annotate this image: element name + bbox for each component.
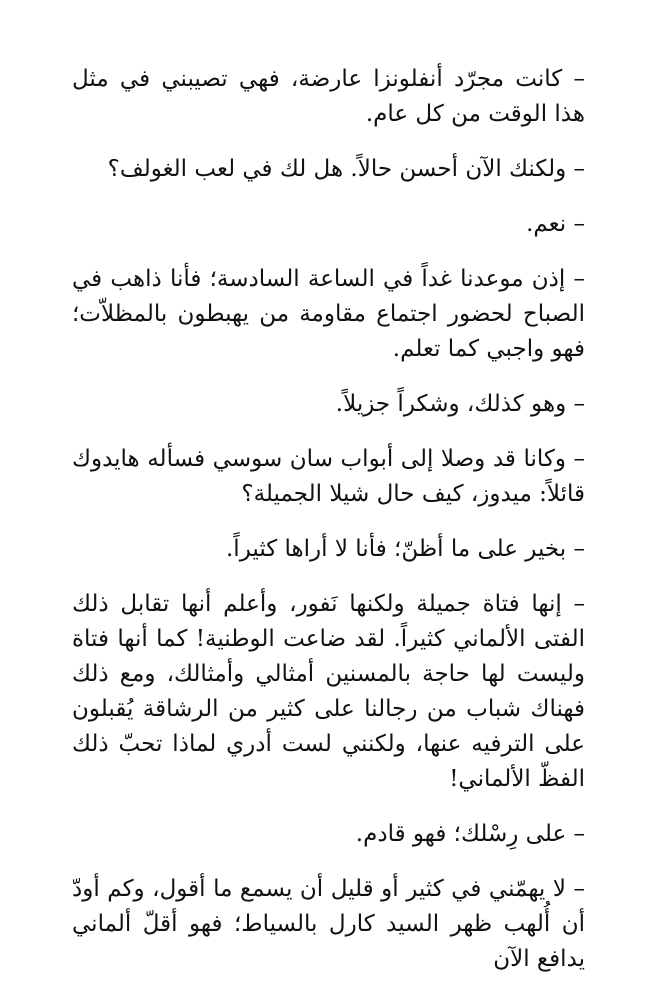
paragraph: – ولكنك الآن أحسن حالاً. هل لك في لعب الغولف؟ xyxy=(107,156,585,182)
paragraph: – إذن موعدنا غداً في الساعة السادسة؛ فأنا ذاهب في الصباح لحضور اجتماع مقاومة من يهبطون بالمظلاّت؛ فهو واجبي كما تعلم. xyxy=(72,266,585,362)
paragraph: – إنها فتاة جميلة ولكنها نَفور، وأعلم أنها تقابل ذلك الفتى الألماني كثيراً. لقد ضاعت الوطنية! كما أنها فتاة وليست لها حاجة بالمسنين أمثالي وأمثالك، ومع ذلك فهناك شباب من رجالنا على كثير من الرشاقة يُقبلون على الترفيه عنها، ولكنني لست أدري لماذا تحبّ ذلك الفظّ الألماني! xyxy=(72,591,585,792)
paragraph: – كانت مجرّد أنفلونزا عارضة، فهي تصيبني في مثل هذا الوقت من كل عام. xyxy=(72,66,585,127)
paragraph: – لا يهمّني في كثير أو قليل أن يسمع ما أقول، وكم أودّ أن أُلهب ظهر السيد كارل بالسياط؛ فهو أقلّ ألماني يدافع الآن xyxy=(72,876,585,972)
paragraph: – بخير على ما أظنّ؛ فأنا لا أراها كثيراً. xyxy=(226,536,585,562)
paragraph: – على رِسْلك؛ فهو قادم. xyxy=(355,821,585,847)
paragraph: – وهو كذلك، وشكراً جزيلاً. xyxy=(335,391,585,417)
paragraph: – وكانا قد وصلا إلى أبواب سان سوسي فسأله هايدوك قائلاً: ميدوز، كيف حال شيلا الجميلة؟ xyxy=(72,446,585,507)
paragraph: – نعم. xyxy=(526,211,585,237)
